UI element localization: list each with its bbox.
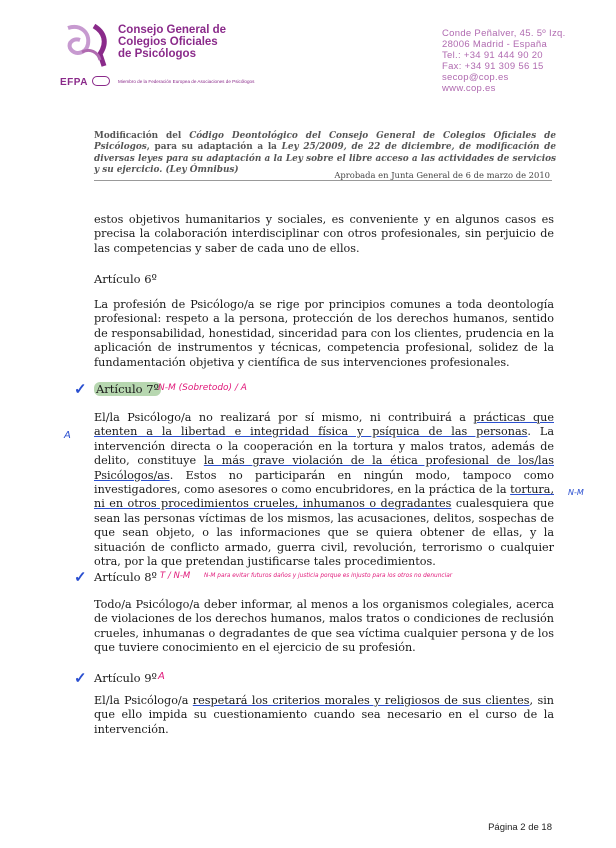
address-block — [442, 28, 566, 94]
annotation-art8-long: N-M para evitar futuros daños y justicia porque es injusto para los otros no denunciar — [204, 573, 453, 579]
efpa-badge-icon — [92, 76, 110, 86]
article-8-text: Todo/a Psicólogo/a deber informar, al menos a los organismos colegiales, acerca de violaciones de los derechos humanos, malos tratos o condiciones de reclusión crueles, inhumanas o degradantes de que sea víctima cualquier persona y de los que tuviere conocimiento en el ejercicio de su profesión. — [94, 598, 554, 655]
member-text: Miembro de la Federación Europea de Asociaciones de Psicólogos — [118, 79, 255, 84]
article-8-title: Artículo 8º — [94, 570, 157, 584]
address-line: Conde Peñalver, 45. 5º Izq. — [442, 28, 566, 39]
article-9-text: El/la Psicólogo/a respetará los criterios morales y religiosos de sus clientes, sin que ello impida su cuestionamiento cuando sea necesario en el curso de la intervención. — [94, 694, 555, 736]
paragraph-intro: estos objetivos humanitarios y sociales, es conveniente y en algunos casos es precisa la colaboración interdisciplinar con otros profesionales, sin perjuicio de las competencias y saber de cada uno de ellos. — [94, 213, 554, 255]
address-line: 28006 Madrid - España — [442, 39, 548, 50]
cop-logo-icon — [60, 22, 120, 70]
page-number: Página 2 de 18 — [488, 822, 552, 833]
article-9-title: Artículo 9º — [94, 671, 157, 685]
checkmark-icon: ✓ — [74, 669, 87, 687]
article-7-text: El/la Psicólogo/a no realizará por sí mismo, ni contribuirá a prácticas que atenten a la libertad e integridad física y psíquica de las personas. La intervención directa o la cooperación en la tortura y malos tratos, además de delito, constituye la más grave violación de la ética profesional de los/las Psicólogos/as. Estos no participarán en ningún modo, tampoco como investigadores, como asesores o como encubridores, en la práctica de la tortura, ni en otros procedimientos crueles, inhumanos o degradantes cualesquiera que sean las personas víctimas de los mismos, las acusaciones, delitos, sospechas de que sean objeto, o las informaciones que se quiera obtener de ellas, y la situación de conflicto armado, guerra civil, revolución, terrorismo o cualquier otra, por la que pretendan justificarse tales procedimientos. — [94, 411, 554, 569]
efpa-logo: EFPA — [60, 77, 88, 88]
annotation-art8: T / N-M — [160, 571, 191, 581]
letterhead — [0, 0, 616, 100]
annotation-art7: N-M (Sobretodo) / A — [158, 383, 247, 393]
website-link[interactable]: www.cop.es — [442, 83, 496, 94]
annotation-art7-left: A — [64, 430, 71, 441]
divider — [94, 180, 552, 181]
checkmark-icon: ✓ — [74, 568, 87, 586]
approval-date: Aprobada en Junta General de 6 de marzo de 2010 — [334, 170, 550, 180]
fax: Fax: +34 91 309 56 15 — [442, 61, 544, 72]
org-name: Consejo General de Colegios Oficiales de Psicólogos — [118, 24, 227, 60]
article-6-title: Artículo 6º — [94, 272, 157, 286]
email-link[interactable]: secop@cop.es — [442, 72, 509, 83]
article-6-text: La profesión de Psicólogo/a se rige por principios comunes a toda deontología profesional: respeto a la persona, protección de los derechos humanos, sentido de responsabilidad, honestidad, sinceridad para con los clientes, prudencia en la aplicación de instrumentos y técnicas, competencia profesional, solidez de la fundamentación objetiva y científica de sus intervenciones profesionales. — [94, 298, 554, 369]
annotation-art7-right: N-M — [568, 488, 584, 497]
phone: Tel.: +34 91 444 90 20 — [442, 50, 543, 61]
document-subtitle: Modificación del Código Deontológico del Consejo General de Colegios Oficiales de Psicólogos, para su adaptación a la Ley 25/2009, de 22 de diciembre, de modificación de diversas leyes para su adaptación a la Ley sobre el libre acceso a las actividades de servicios y su ejercicio. (Ley Ómnibus) — [94, 131, 557, 176]
article-7-title: Artículo 7º — [96, 382, 159, 396]
checkmark-icon: ✓ — [74, 380, 87, 398]
annotation-art9: A — [158, 671, 165, 682]
